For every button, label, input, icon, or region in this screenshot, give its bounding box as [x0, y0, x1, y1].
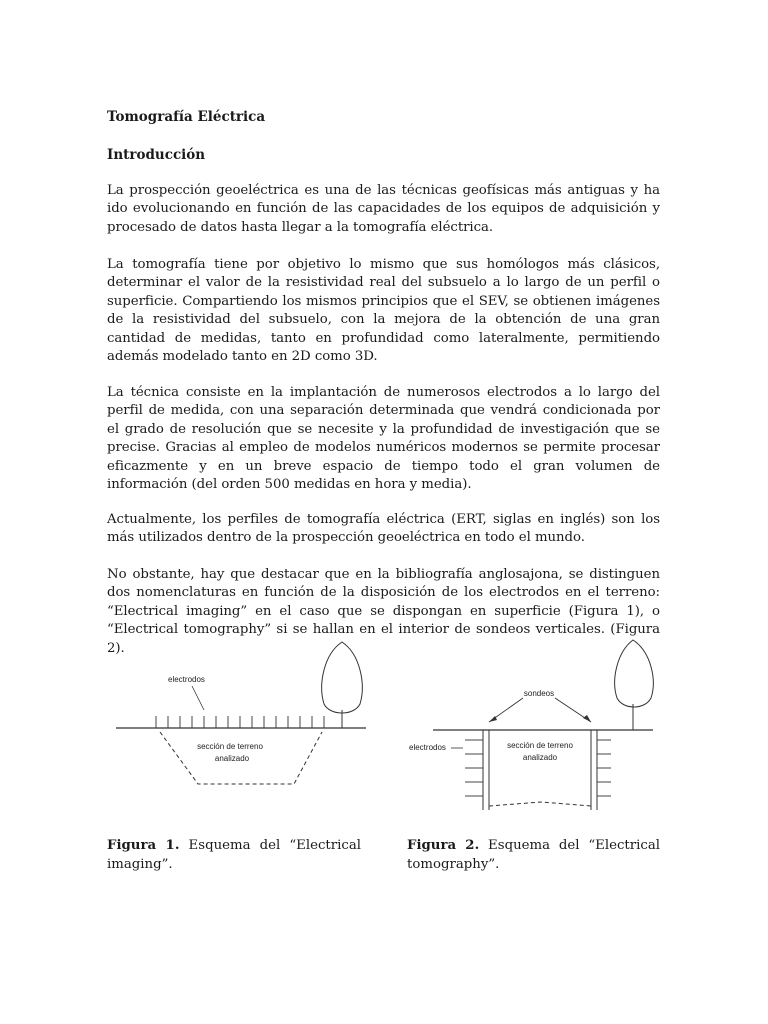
paragraph-4: Actualmente, los perfiles de tomografía eléctrica (ERT, siglas en inglés) son los más utilizados dentro de la prospección geoeléctrica en todo el mundo. — [107, 512, 660, 546]
label-section-line1: sección de terreno — [507, 741, 573, 750]
label-electrodes: electrodos — [409, 743, 446, 752]
figure-1-caption — [107, 836, 361, 874]
paragraph-3: La técnica consiste en la implantación de numerosos electrodos a lo largo del perfil de medida, con una separación determinada que vendrá condicionada por el grado de resolución que se necesite y la profundidad de investigación que se precise. Gracias al empleo de modelos numéricos modernos se permite procesar eficazmente y en un breve espacio de tiempo todo el gran volumen de información (del orden 500 medidas en hora y media). — [107, 385, 660, 493]
figure-2-diagram — [405, 636, 665, 816]
tree-icon — [322, 642, 363, 728]
label-section-line1: sección de terreno — [197, 742, 263, 751]
figure-2-caption — [407, 836, 660, 874]
label-section-line2: analizado — [522, 753, 558, 762]
figure-1-diagram — [110, 636, 372, 816]
paragraph-1: La prospección geoeléctrica es una de las técnicas geofísicas más antiguas y ha ido evolucionando en función de las capacidades de los equipos de adquisición y procesado de datos hasta llegar a la tomografía eléctrica. — [107, 183, 660, 235]
paragraph-2: La tomografía tiene por objetivo lo mismo que sus homólogos más clásicos, determinar el valor de la resistividad real del subsuelo a lo largo de un perfil o superficie. Compartiendo los mismos principios que el SEV, se obtienen imágenes de la resistividad del subsuelo, con la mejora de la obtención de una gran cantidad de medidas, tanto en profundidad como lateralmente, permitiendo además modelado tanto en 2D como 3D. — [107, 257, 660, 365]
document-title: Tomografía Eléctrica — [107, 109, 266, 125]
electrodes-row — [156, 716, 324, 728]
figure-2-caption-text: Esquema del “Electrical tomography”. — [407, 838, 660, 872]
label-section-line2: analizado — [214, 754, 250, 763]
figure-2-caption-label: Figura 2. — [407, 838, 480, 853]
paragraph-5: No obstante, hay que destacar que en la bibliografía anglosajona, se distinguen dos nomenclaturas en función de la disposición de los electrodos en el terreno: “Electrical imaging” en el caso que se dispongan en superficie (Figura 1), o “Electrical tomography” si se hallan en el interior de sondeos verticales. (Figura 2). — [107, 567, 660, 656]
section-heading: Introducción — [107, 147, 206, 163]
figure-1-caption-text: Esquema del “Electrical imaging”. — [107, 838, 361, 872]
tree-icon — [615, 640, 654, 730]
figure-1-caption-label: Figura 1. — [107, 838, 180, 853]
label-boreholes: sondeos — [523, 689, 555, 698]
label-electrodes: electrodos — [168, 675, 205, 684]
analyzed-section-bottom — [489, 802, 591, 806]
